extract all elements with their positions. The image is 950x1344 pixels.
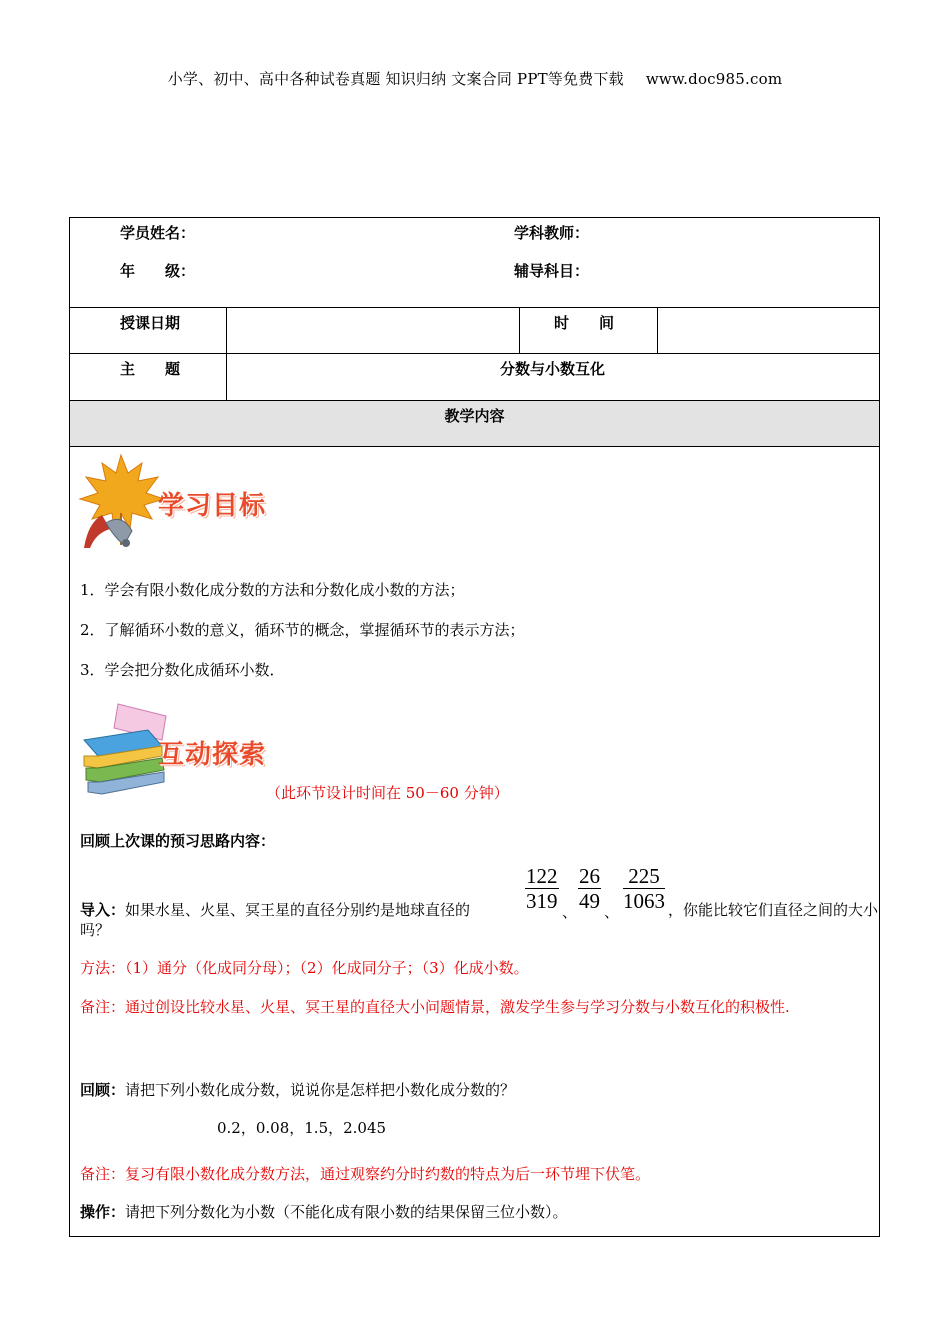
- decimals-list: 0.2，0.08，1.5，2.045: [217, 1119, 387, 1137]
- goal-item: 2．了解循环小数的意义，循环节的概念，掌握循环节的表示方法；: [80, 621, 525, 639]
- fraction-separator: 、: [562, 903, 578, 921]
- fraction-numerator: 26: [579, 864, 600, 888]
- review-line: [80, 1079, 515, 1100]
- learning-goals-title: 学习目标: [158, 491, 267, 521]
- divider: [519, 308, 520, 353]
- books-icon: [78, 700, 168, 795]
- divider: [226, 308, 227, 353]
- note-text: 备注：复习有限小数化成分数方法，通过观察约分时约数的特点为后一环节埋下伏笔。: [80, 1165, 651, 1183]
- review-text: 请把下列小数化成分数，说说你是怎样把小数化成分数的？: [125, 1081, 516, 1099]
- operation-line: [80, 1201, 568, 1222]
- header-url[interactable]: www.doc985.com: [645, 70, 783, 88]
- intro-text-end: 吗？: [80, 921, 111, 939]
- intro-label: 导入：: [80, 901, 126, 919]
- divider: [657, 308, 658, 353]
- subject-label: 辅导科目：: [514, 262, 590, 280]
- fraction-denominator: 319: [526, 889, 558, 913]
- topic-label: 主 题: [120, 360, 181, 378]
- time-label: 时 间: [554, 314, 615, 332]
- learning-goals-banner: [76, 453, 276, 553]
- review-heading: 回顾上次课的预习思路内容：: [80, 832, 276, 850]
- intro-text-continued: ，你能比较它们直径之间的大小: [668, 901, 879, 919]
- operation-text: 请把下列分数化为小数（不能化成有限小数的结果保留三位小数）。: [125, 1203, 568, 1221]
- interactive-explore-title: 互动探索: [158, 740, 267, 770]
- topic-value: 分数与小数互化: [499, 360, 605, 378]
- lesson-sheet: [69, 217, 880, 1237]
- maple-bell-icon: [76, 453, 166, 551]
- teacher-label: 学科教师：: [514, 224, 590, 242]
- method-text: 方法：（1）通分（化成同分母）；（2）化成同分子；（3）化成小数。: [80, 959, 529, 977]
- fraction-numerator: 122: [526, 864, 558, 888]
- goal-item: 1．学会有限小数化成分数的方法和分数化成小数的方法；: [80, 581, 465, 599]
- time-note: （此环节设计时间在 50－60 分钟）: [266, 784, 509, 802]
- student-name-label: 学员姓名：: [120, 224, 196, 242]
- fraction-numerator: 225: [623, 864, 665, 889]
- intro-line: [80, 899, 470, 920]
- date-label: 授课日期: [120, 314, 181, 332]
- grade-label: 年 级：: [120, 262, 196, 280]
- fraction: [525, 864, 559, 913]
- intro-text: 如果水星、火星、冥王星的直径分别约是地球直径的: [125, 901, 471, 919]
- operation-label: 操作：: [80, 1203, 126, 1221]
- fraction-denominator: 1063: [623, 889, 665, 913]
- page-header: [0, 68, 950, 89]
- student-info-row: [70, 218, 879, 308]
- note-text: 备注：通过创设比较水星、火星、冥王星的直径大小问题情景，激发学生参与学习分数与小数互化的积极性.: [80, 998, 790, 1016]
- topic-row: [70, 354, 879, 401]
- content-label: 教学内容: [444, 407, 505, 425]
- interactive-explore-banner: [78, 700, 278, 800]
- goal-item: 3．学会把分数化成循环小数．: [80, 661, 285, 679]
- content-header-row: [70, 401, 879, 447]
- fraction: [578, 864, 601, 913]
- header-text: 小学、初中、高中各种试卷真题 知识归纳 文案合同 PPT等免费下载: [167, 70, 624, 88]
- review-label: 回顾：: [80, 1081, 126, 1099]
- fraction: [623, 864, 665, 913]
- fraction-separator: 、: [604, 903, 620, 921]
- fraction-denominator: 49: [579, 889, 600, 913]
- date-row: [70, 308, 879, 354]
